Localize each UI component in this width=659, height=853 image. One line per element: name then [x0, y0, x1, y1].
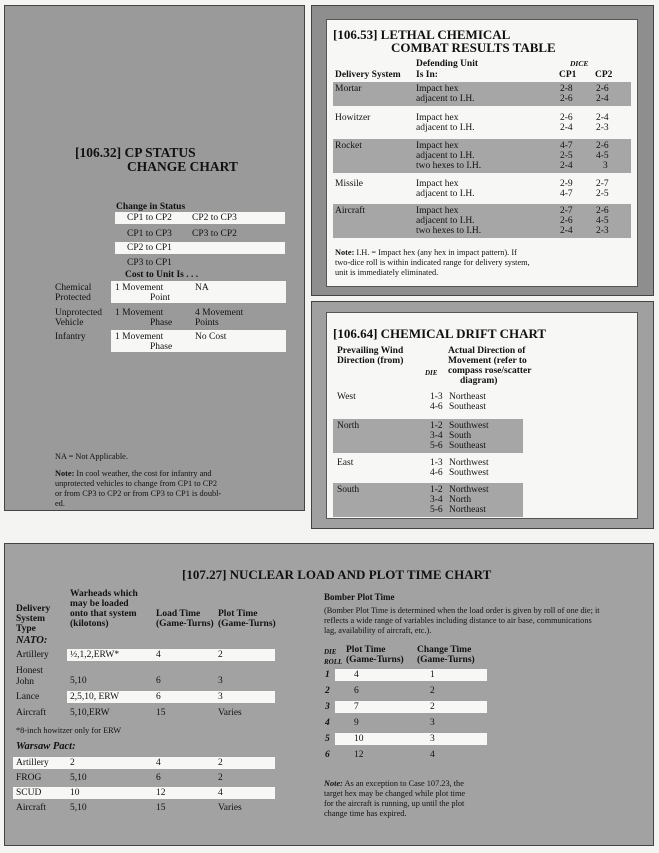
defending-cell: adjacent to I.H.	[416, 189, 475, 199]
die-range: 4-6	[430, 468, 443, 478]
unit-label: Chemical	[55, 283, 92, 293]
wp-warheads: 5,10	[70, 803, 87, 813]
change-item: CP3 to CP1	[127, 258, 172, 268]
lethal-group-bg	[333, 204, 631, 238]
change-item: CP1 to CP3	[127, 229, 172, 239]
nato-plot: 3	[218, 692, 223, 702]
cost-value: 1 Movement	[115, 332, 164, 342]
lethal-inner	[326, 19, 638, 287]
cp-title-line1: [106.32] CP STATUS	[75, 145, 196, 160]
plot-time: 7	[354, 702, 359, 712]
change-time: 3	[430, 718, 435, 728]
die-range: 1-3	[430, 458, 443, 468]
cp-title-line2: CHANGE CHART	[127, 159, 238, 174]
wind-direction: North	[337, 421, 360, 431]
defending-cell: Impact hex	[416, 84, 459, 94]
movement-direction: Northwest	[449, 485, 489, 495]
warsaw-pact-label: Warsaw Pact:	[16, 741, 76, 752]
delivery-system: Aircraft	[335, 206, 366, 216]
cp2-cell: 3	[603, 161, 608, 171]
wind-direction: South	[337, 485, 360, 495]
die-roll: 3	[325, 702, 330, 712]
die-range: 3-4	[430, 431, 443, 441]
cp1-cell: 4-7	[560, 189, 573, 199]
h-defending: Is In:	[416, 70, 438, 80]
wp-plot: 4	[218, 788, 223, 798]
lethal-chemical-panel	[311, 5, 654, 296]
drift-group-bg	[333, 419, 523, 453]
unit-label: Protected	[55, 293, 91, 303]
cp2-cell: 2-6	[596, 206, 609, 216]
chemical-drift-panel	[311, 301, 654, 529]
note-label: Note:	[335, 248, 355, 257]
cp1-cell: 2-6	[560, 94, 573, 104]
h-wind: Direction (from)	[337, 356, 404, 366]
die-range: 5-6	[430, 505, 443, 515]
bomber-description: (Bomber Plot Time is determined when the load order is given by roll of one die; it reflects a wide range of variables including distance to air base, communications lag, availability of aircraft, etc.).	[324, 606, 600, 635]
cost-value: 4 Movement	[195, 308, 244, 318]
h-cp1: CP1	[559, 70, 577, 80]
cp1-cell: 2-4	[560, 123, 573, 133]
h-plot: (Game-Turns)	[218, 619, 276, 629]
h-wind: Prevailing Wind	[337, 346, 404, 356]
wp-plot: 2	[218, 758, 223, 768]
wp-load: 12	[156, 788, 166, 798]
h-system: Type	[16, 624, 36, 634]
h-warheads: may be loaded	[70, 599, 129, 609]
nato-warheads: ½,1,2,ERW*	[70, 650, 120, 660]
cp2-cell: 2-5	[596, 189, 609, 199]
cost-value: NA	[195, 283, 209, 293]
wp-load: 15	[156, 803, 166, 813]
cost-value: 1 Movement	[115, 283, 164, 293]
note-label: Note:	[55, 469, 75, 478]
cp-status-panel	[4, 5, 305, 511]
note-label: Note:	[324, 779, 343, 788]
h-plot-time: (Game-Turns)	[346, 655, 404, 665]
h-plot: Plot Time	[218, 609, 258, 619]
defending-cell: Impact hex	[416, 206, 459, 216]
plot-time: 4	[354, 670, 359, 680]
drift-title: [106.64] CHEMICAL DRIFT CHART	[333, 326, 547, 341]
nato-load: 15	[156, 708, 166, 718]
lethal-group-bg	[333, 139, 631, 173]
h-direction: Actual Direction of	[448, 346, 526, 356]
h-system: Delivery	[16, 604, 51, 614]
cp1-cell: 2-5	[560, 151, 573, 161]
h-warheads: Warheads which	[70, 589, 138, 599]
h-direction: Movement (refer to	[448, 356, 527, 366]
die-roll: 1	[325, 670, 330, 680]
nato-warheads: 5,10,ERW	[70, 708, 110, 718]
die-range: 5-6	[430, 441, 443, 451]
delivery-system: Missile	[335, 179, 363, 189]
cp1-cell: 2-6	[560, 216, 573, 226]
movement-direction: North	[449, 495, 472, 505]
die-roll: 2	[325, 686, 330, 696]
cp2-cell: 4-5	[596, 151, 609, 161]
cost-header: Cost to Unit Is . . .	[125, 270, 199, 280]
lethal-group-bg	[333, 82, 631, 106]
cp1-cell: 2-6	[560, 113, 573, 123]
die-range: 3-4	[430, 495, 443, 505]
cp2-cell: 4-5	[596, 216, 609, 226]
cp-note: Note: In cool weather, the cost for infantry and unprotected vehicles to change from CP1 to CP2 or from CP3 to CP2 or from CP3 to CP1 is doubl- ed.	[55, 469, 222, 508]
h-cp2: CP2	[595, 70, 613, 80]
die-range: 4-6	[430, 402, 443, 412]
wp-warheads: 2	[70, 758, 75, 768]
plot-time: 9	[354, 718, 359, 728]
wp-row-bg	[13, 757, 275, 769]
bomber-note: Note: As an exception to Case 107.23, the target hex may be changed while plot time for the aircraft is running, up until the plot change time has expired.	[324, 779, 466, 818]
movement-direction: Southeast	[449, 402, 486, 412]
change-item: CP2 to CP3	[192, 213, 237, 223]
nato-system: Aircraft	[16, 708, 47, 718]
change-time: 2	[430, 702, 435, 712]
h-plot-time: Plot Time	[346, 645, 386, 655]
movement-direction: Southeast	[449, 441, 486, 451]
nato-plot: 2	[218, 650, 223, 660]
delivery-system: Mortar	[335, 84, 362, 94]
nato-warheads: 2,5,10, ERW	[70, 692, 120, 702]
wp-load: 6	[156, 773, 161, 783]
wp-plot: 2	[218, 773, 223, 783]
lethal-title-line2: COMBAT RESULTS TABLE	[391, 40, 556, 55]
cp2-cell: 2-3	[596, 226, 609, 236]
h-delivery: Delivery System	[335, 70, 401, 80]
wind-direction: West	[337, 392, 356, 402]
delivery-system: Howitzer	[335, 113, 371, 123]
nato-system: Lance	[16, 692, 40, 702]
nato-load: 6	[156, 692, 161, 702]
cost-value: Points	[195, 318, 219, 328]
cp1-cell: 2-4	[560, 226, 573, 236]
cp2-cell: 2-6	[596, 141, 609, 151]
cp1-cell: 2-7	[560, 206, 573, 216]
h-die: DIE	[425, 369, 438, 377]
die-roll: 5	[325, 734, 330, 744]
wp-row-bg	[13, 787, 275, 799]
drift-group-bg	[333, 483, 523, 517]
h-load: Load Time	[156, 609, 201, 619]
cp2-cell: 2-4	[596, 94, 609, 104]
wp-system: Aircraft	[16, 803, 47, 813]
movement-direction: Southwest	[449, 468, 489, 478]
lethal-note: Note: I.H. = Impact hex (any hex in impact pattern). If two-dice roll is within indicated range for delivery system, unit is immediately eliminated.	[335, 248, 530, 277]
cp2-cell: 2-6	[596, 84, 609, 94]
cp2-cell: 2-3	[596, 123, 609, 133]
wp-system: FROG	[16, 773, 42, 783]
h-load: (Game-Turns)	[156, 619, 214, 629]
cp1-cell: 4-7	[560, 141, 573, 151]
movement-direction: South	[449, 431, 472, 441]
defending-cell: Impact hex	[416, 141, 459, 151]
h-dice: DICE	[570, 59, 589, 68]
lethal-title-line1: [106.53] LETHAL CHEMICAL	[333, 27, 511, 42]
nato-warheads: 5,10	[70, 676, 87, 686]
wind-direction: East	[337, 458, 354, 468]
nuclear-load-panel	[4, 543, 654, 846]
cp1-cell: 2-8	[560, 84, 573, 94]
nato-load: 4	[156, 650, 161, 660]
h-dieroll: ROLL	[324, 658, 343, 666]
h-direction: compass rose/scatter	[448, 366, 532, 376]
h-direction: diagram)	[460, 376, 498, 386]
die-roll: 4	[325, 718, 330, 728]
cost-value: Phase	[150, 342, 173, 352]
movement-direction: Northeast	[449, 505, 486, 515]
bomber-title: Bomber Plot Time	[324, 592, 395, 602]
nato-plot: Varies	[218, 708, 242, 718]
wp-plot: Varies	[218, 803, 242, 813]
plot-time: 12	[354, 750, 364, 760]
cp1-cell: 2-9	[560, 179, 573, 189]
change-item: CP3 to CP2	[192, 229, 237, 239]
cost-value: 1 Movement	[115, 308, 164, 318]
drift-inner	[326, 312, 638, 519]
nuclear-title: [107.27] NUCLEAR LOAD AND PLOT TIME CHART	[182, 567, 492, 582]
movement-direction: Northeast	[449, 392, 486, 402]
defending-cell: adjacent to I.H.	[416, 94, 475, 104]
change-time: 4	[430, 750, 435, 760]
unit-label: Vehicle	[55, 318, 84, 328]
die-range: 1-3	[430, 392, 443, 402]
cost-value: No Cost	[195, 332, 227, 342]
na-note: NA = Not Applicable.	[55, 452, 128, 461]
h-defending: Defending Unit	[416, 59, 479, 69]
movement-direction: Northwest	[449, 458, 489, 468]
defending-cell: adjacent to I.H.	[416, 151, 475, 161]
nato-plot: 3	[218, 676, 223, 686]
defending-cell: two hexes to I.H.	[416, 226, 482, 236]
unit-label: Infantry	[55, 332, 86, 342]
nato-label: NATO:	[16, 635, 48, 646]
change-header: Change in Status	[116, 202, 186, 212]
change-time: 2	[430, 686, 435, 696]
defending-cell: Impact hex	[416, 113, 459, 123]
nato-load: 6	[156, 676, 161, 686]
cp2-cell: 2-4	[596, 113, 609, 123]
nato-system: Artillery	[16, 650, 49, 660]
change-item: CP1 to CP2	[127, 213, 172, 223]
plot-time: 10	[354, 734, 364, 744]
die-range: 1-2	[430, 421, 443, 431]
wp-warheads: 10	[70, 788, 80, 798]
cost-value: Phase	[150, 318, 173, 328]
die-range: 1-2	[430, 485, 443, 495]
defending-cell: Impact hex	[416, 179, 459, 189]
nato-system: Honest John	[16, 666, 43, 687]
wp-load: 4	[156, 758, 161, 768]
h-change-time: Change Time	[417, 645, 472, 655]
footnote: *8-inch howitzer only for ERW	[16, 726, 122, 735]
change-time: 1	[430, 670, 435, 680]
wp-system: Artillery	[16, 758, 49, 768]
defending-cell: adjacent to I.H.	[416, 123, 475, 133]
h-warheads: (kilotons)	[70, 619, 109, 629]
change-item: CP2 to CP1	[127, 243, 172, 253]
wp-system: SCUD	[16, 788, 42, 798]
h-system: System	[16, 614, 46, 624]
die-roll: 6	[325, 750, 330, 760]
defending-cell: adjacent to I.H.	[416, 216, 475, 226]
change-time: 3	[430, 734, 435, 744]
cp1-cell: 2-4	[560, 161, 573, 171]
h-change-time: (Game-Turns)	[417, 655, 475, 665]
h-dieroll: DIE	[324, 648, 337, 656]
movement-direction: Southwest	[449, 421, 489, 431]
unit-label: Unprotected	[55, 308, 102, 318]
wp-warheads: 5,10	[70, 773, 87, 783]
cp2-cell: 2-7	[596, 179, 609, 189]
delivery-system: Rocket	[335, 141, 362, 151]
plot-time: 6	[354, 686, 359, 696]
cost-value: Point	[150, 293, 171, 303]
defending-cell: two hexes to I.H.	[416, 161, 482, 171]
h-warheads: onto that system	[70, 609, 137, 619]
